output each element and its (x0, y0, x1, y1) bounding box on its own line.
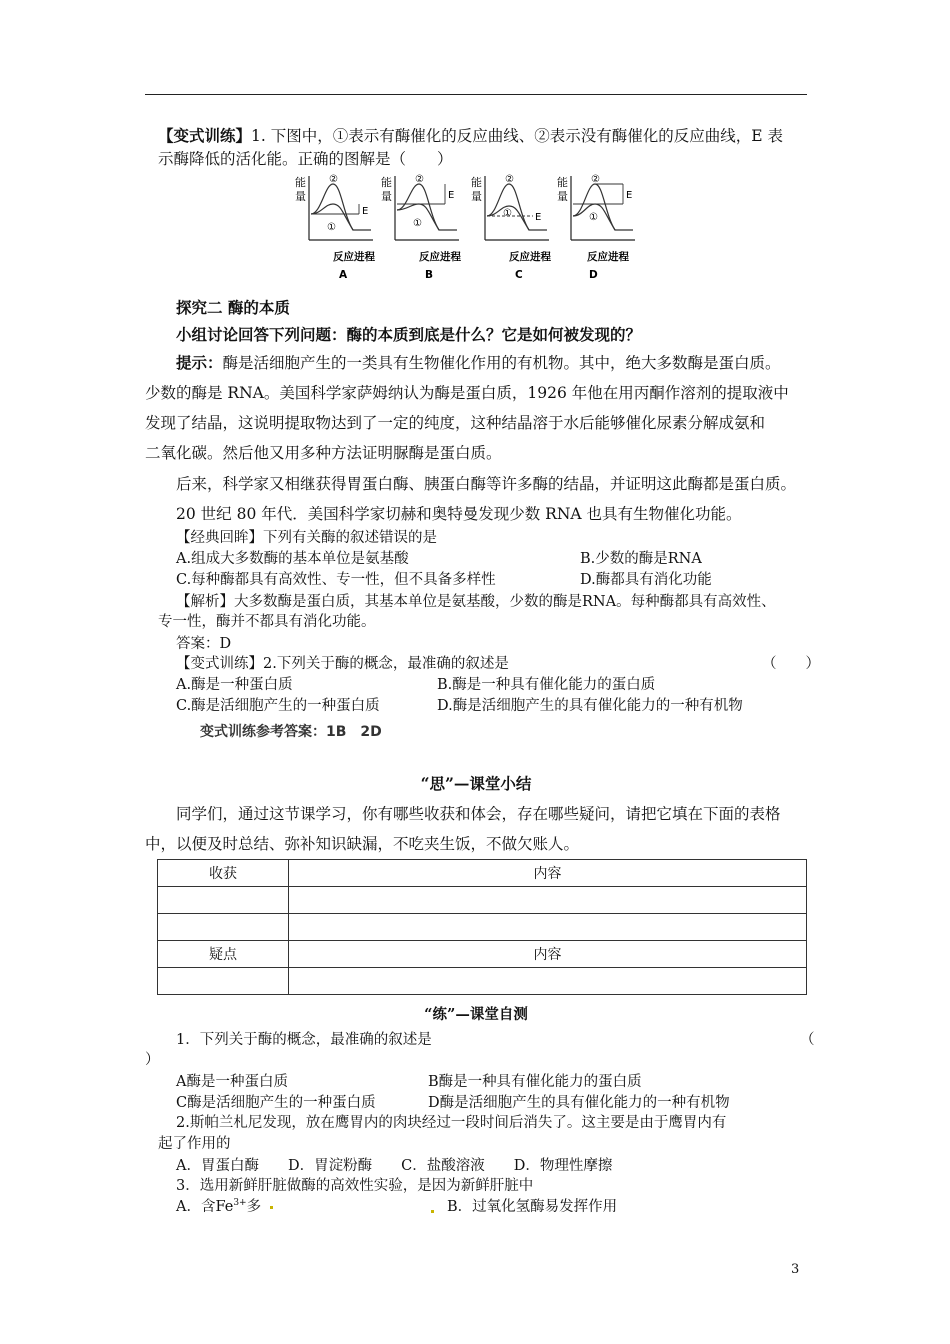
selftest-q3: 3．选用新鲜肝脏做酶的高效性实验，是因为新鲜肝脏中 (176, 1178, 534, 1194)
panel-a-ylabel-1: 能 (295, 176, 306, 189)
classic-opt-c: C.每种酶都具有高效性、专一性，但不具备多样性 (176, 572, 496, 588)
panel-c-ylabel-2: 量 (471, 190, 482, 203)
table-row (158, 914, 807, 941)
table-row (158, 941, 807, 968)
hint-line1-text: 酶是活细胞产生的一类具有生物催化作用的有机物。其中，绝大多数酶是蛋白质。 (222, 354, 781, 372)
q2-opt-c: C.酶是活细胞产生的一种蛋白质 (176, 698, 380, 714)
panel-d-curve2: ② (591, 174, 600, 185)
classic-title: 【经典回眸】下列有关酶的叙述错误的是 (176, 530, 437, 546)
section2-title: 探究二 酶的本质 (176, 298, 290, 317)
panel-b (381, 174, 461, 281)
panel-c-ylabel-1: 能 (471, 176, 482, 189)
enzyme-energy-diagram (295, 170, 645, 285)
classic-analysis-line2: 专一性，酶并不都具有消化功能。 (158, 614, 376, 630)
selftest-q3-opt-a (176, 1195, 261, 1216)
selftest-heading: “练”—课堂自测 (424, 1006, 528, 1023)
table-row (158, 860, 807, 887)
gain-content-cell[interactable] (289, 887, 807, 914)
panel-d (557, 174, 635, 281)
panel-b-ylabel-2: 量 (381, 190, 392, 203)
panel-d-e: E (626, 190, 633, 201)
table-row (158, 887, 807, 914)
q3-opt-a-text: A．含Fe (176, 1199, 234, 1215)
panel-a-ylabel-2: 量 (295, 190, 306, 203)
selftest-q2-line1: 2.斯帕兰札尼发现，放在鹰胃内的肉块经过一段时间后消失了。这主要是由于鹰胃内有 (176, 1115, 727, 1131)
content-header-1: 内容 (289, 860, 807, 887)
q2-paren: （ ） (762, 656, 820, 672)
q2-opt-b: B.酶是一种具有催化能力的蛋白质 (437, 677, 656, 693)
selftest-q2-options: A．胃蛋白酶 D．胃淀粉酶 C．盐酸溶液 D．物理性摩擦 (176, 1158, 613, 1174)
panel-d-xlabel: 反应进程 (587, 251, 629, 263)
gain-header: 收获 (158, 860, 289, 887)
q1-line2: 示酶降低的活化能。正确的图解是（ ） (158, 150, 453, 168)
q1-line1 (158, 124, 783, 146)
panel-c-e: E (535, 212, 542, 223)
panel-a (295, 174, 375, 281)
selftest-q1-paren-close: ） (145, 1052, 160, 1068)
q2-title: 【变式训练】2.下列关于酶的概念，最准确的叙述是 (176, 656, 509, 672)
panel-b-curve1: ① (413, 218, 422, 229)
classic-analysis-line1: 【解析】大多数酶是蛋白质，其基本单位是氨基酸，少数的酶是RNA。每种酶都具有高效性、 (176, 594, 776, 610)
panel-b-label: B (425, 269, 434, 281)
panel-d-label: D (589, 269, 598, 281)
classic-opt-d: D.酶都具有消化功能 (580, 572, 712, 588)
selftest-q1-paren-open: （ (800, 1032, 815, 1048)
q3-opt-a-superscript: 3+ (233, 1198, 247, 1209)
section2-p2: 后来，科学家又相继获得胃蛋白酶、胰蛋白酶等许多酶的结晶，并证明这此酶都是蛋白质。 (176, 475, 797, 493)
content-header-2: 内容 (289, 941, 807, 968)
page-number: 3 (791, 1262, 800, 1277)
summary-intro-line1: 同学们，通过这节课学习，你有哪些收获和体会，存在哪些疑问，请把它填在下面的表格 (176, 805, 781, 823)
summary-intro-line2: 中，以便及时总结、弥补知识缺漏，不吃夹生饭，不做欠账人。 (145, 835, 580, 853)
panel-a-e: E (362, 206, 369, 217)
panel-a-xlabel: 反应进程 (333, 251, 375, 263)
hint-line2: 少数的酶是 RNA。美国科学家萨姆纳认为酶是蛋白质，1926 年他在用丙酮作溶剂的提取液中 (145, 384, 789, 402)
decorative-dot (270, 1206, 273, 1209)
panel-b-xlabel: 反应进程 (419, 251, 461, 263)
gain-cell[interactable] (158, 887, 289, 914)
panel-b-e: E (448, 190, 455, 201)
q2-opt-d: D.酶是活细胞产生的具有催化能力的一种有机物 (437, 698, 743, 714)
section2-p3: 20 世纪 80 年代．美国科学家切赫和奥特曼发现少数 RNA 也具有生物催化功能。 (176, 505, 742, 523)
doubt-content-cell[interactable] (289, 968, 807, 995)
panel-c-xlabel: 反应进程 (509, 251, 551, 263)
classic-opt-b: B.少数的酶是RNA (580, 551, 702, 567)
doubt-cell[interactable] (158, 968, 289, 995)
panel-c-curve2: ② (505, 174, 514, 185)
selftest-q1: 1．下列关于酶的概念，最准确的叙述是 (176, 1032, 432, 1048)
selftest-q1-opt-d: D酶是活细胞产生的具有催化能力的一种有机物 (428, 1095, 730, 1111)
panel-d-curve1: ① (589, 212, 598, 223)
classic-answer: 答案：D (176, 636, 232, 652)
panel-c-label: C (515, 269, 523, 281)
selftest-q1-opt-b: B酶是一种具有催化能力的蛋白质 (428, 1074, 642, 1090)
selftest-q1-opt-c: C酶是活细胞产生的一种蛋白质 (176, 1095, 376, 1111)
hint-line4: 二氧化碳。然后他又用多种方法证明脲酶是蛋白质。 (145, 444, 502, 462)
panel-a-label: A (339, 269, 348, 281)
summary-table (157, 859, 807, 995)
q1-text: 1. 下图中，①表示有酶催化的反应曲线、②表示没有酶催化的反应曲线，E 表 (251, 127, 783, 145)
panel-a-curve1: ① (327, 222, 336, 233)
hint-label: 提示： (176, 353, 223, 372)
doubt-header: 疑点 (158, 941, 289, 968)
q2-reference-answer: 变式训练参考答案：1B 2D (200, 724, 382, 740)
header-rule (145, 94, 807, 95)
hint-line1 (176, 351, 781, 373)
panel-d-ylabel-1: 能 (557, 176, 568, 189)
selftest-q3-opt-b: B．过氧化氢酶易发挥作用 (447, 1199, 618, 1215)
panel-c-curve1: ① (503, 208, 512, 219)
summary-heading: “思”—课堂小结 (420, 774, 532, 793)
panel-c (471, 174, 551, 281)
panel-b-ylabel-1: 能 (381, 176, 392, 189)
classic-opt-a: A.组成大多数酶的基本单位是氨基酸 (176, 551, 409, 567)
selftest-q1-opt-a: A酶是一种蛋白质 (176, 1074, 288, 1090)
q1-tag: 【变式训练】 (158, 126, 252, 145)
hint-line3: 发现了结晶，这说明提取物达到了一定的纯度，这种结晶溶于水后能够催化尿素分解成氨和 (145, 414, 766, 432)
panel-d-ylabel-2: 量 (557, 190, 568, 203)
q2-opt-a: A.酶是一种蛋白质 (176, 677, 293, 693)
selftest-q2-line2: 起了作用的 (158, 1136, 231, 1152)
panel-a-curve2: ② (329, 174, 338, 185)
decorative-dot (431, 1210, 434, 1213)
gain-cell[interactable] (158, 914, 289, 941)
section2-question: 小组讨论回答下列问题：酶的本质到底是什么？它是如何被发现的？ (176, 325, 642, 344)
gain-content-cell[interactable] (289, 914, 807, 941)
panel-b-curve2: ② (415, 174, 424, 185)
q3-opt-a-suffix: 多 (246, 1199, 262, 1215)
table-row (158, 968, 807, 995)
